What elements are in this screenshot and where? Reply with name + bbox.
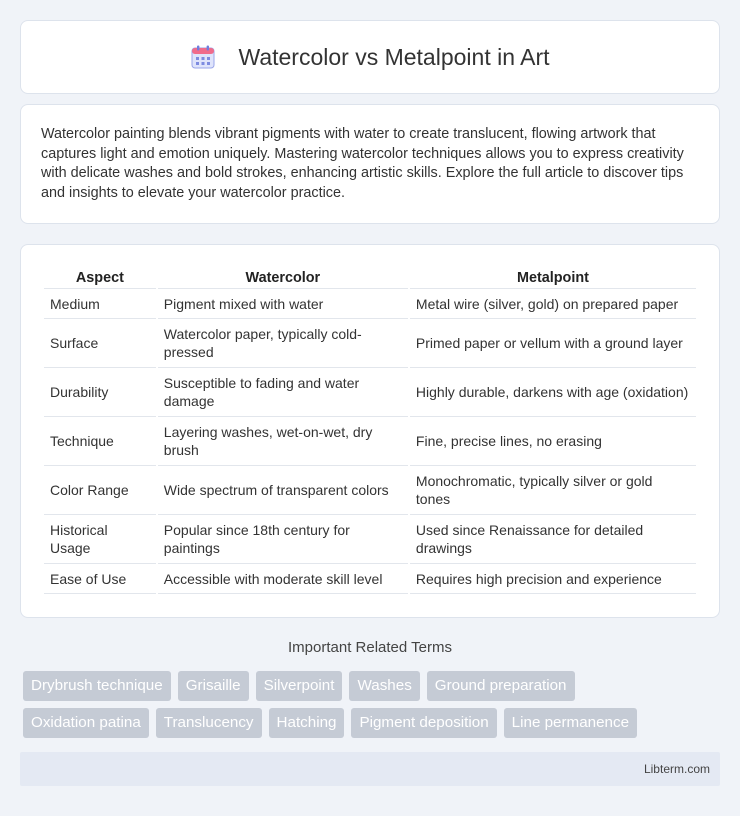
footer-site-link[interactable]: Libterm.com [643, 762, 710, 776]
table-cell: Surface [44, 319, 156, 368]
footer [20, 752, 720, 786]
table-cell: Requires high precision and experience [410, 564, 696, 594]
table-cell: Watercolor paper, typically cold-pressed [158, 319, 408, 368]
intro-text: Watercolor painting blends vibrant pigments with water to create translucent, flowing artwork that captures light and emotion uniquely. Mastering watercolor techniques allows you to express creativity with delicate washes and bold strokes, enhancing artistic skills. Explore the full article to discover tips and insights to elevate your watercolor practice. [41, 126, 684, 201]
table-cell: Monochromatic, typically silver or gold tones [410, 466, 696, 515]
table-cell: Popular since 18th century for paintings [158, 515, 408, 564]
comparison-table-card [20, 244, 720, 618]
tag-ground-preparation[interactable]: Ground preparation [427, 671, 575, 701]
table-cell: Durability [44, 368, 156, 417]
table-cell: Pigment mixed with water [158, 289, 408, 319]
tag-pigment-deposition[interactable]: Pigment deposition [351, 708, 496, 738]
calendar-grid-icon [190, 44, 216, 70]
tag-silverpoint[interactable]: Silverpoint [256, 671, 343, 701]
table-cell: Primed paper or vellum with a ground layer [410, 319, 696, 368]
table-header-row [44, 265, 696, 289]
header-aspect: Aspect [44, 265, 156, 289]
table-cell: Ease of Use [44, 564, 156, 594]
table-row [44, 515, 696, 564]
table-cell: Fine, precise lines, no erasing [410, 417, 696, 466]
table-cell: Historical Usage [44, 515, 156, 564]
tag-drybrush-technique[interactable]: Drybrush technique [23, 671, 171, 701]
header-watercolor: Watercolor [158, 265, 408, 289]
table-cell: Accessible with moderate skill level [158, 564, 408, 594]
table-cell: Metal wire (silver, gold) on prepared paper [410, 289, 696, 319]
table-cell: Medium [44, 289, 156, 319]
table-row [44, 564, 696, 594]
table-row [44, 368, 696, 417]
table-cell: Susceptible to fading and water damage [158, 368, 408, 417]
comparison-table [42, 265, 698, 594]
table-cell: Used since Renaissance for detailed drawings [410, 515, 696, 564]
table-row [44, 466, 696, 515]
related-tags-row [23, 671, 723, 701]
tag-grisaille[interactable]: Grisaille [178, 671, 249, 701]
intro-card [20, 104, 720, 224]
related-terms-title: Important Related Terms [288, 639, 452, 656]
related-tags-row [23, 708, 723, 738]
title-card [20, 20, 720, 94]
table-row [44, 289, 696, 319]
tag-line-permanence[interactable]: Line permanence [504, 708, 637, 738]
tag-oxidation-patina[interactable]: Oxidation patina [23, 708, 149, 738]
table-cell: Technique [44, 417, 156, 466]
page-title: Watercolor vs Metalpoint in Art [238, 43, 550, 70]
table-cell: Layering washes, wet-on-wet, dry brush [158, 417, 408, 466]
table-cell: Highly durable, darkens with age (oxidation) [410, 368, 696, 417]
tag-translucency[interactable]: Translucency [156, 708, 262, 738]
table-cell: Color Range [44, 466, 156, 515]
table-row [44, 319, 696, 368]
tag-hatching[interactable]: Hatching [269, 708, 345, 738]
table-cell: Wide spectrum of transparent colors [158, 466, 408, 515]
tag-washes[interactable]: Washes [349, 671, 419, 701]
table-row [44, 417, 696, 466]
header-metalpoint: Metalpoint [410, 265, 696, 289]
